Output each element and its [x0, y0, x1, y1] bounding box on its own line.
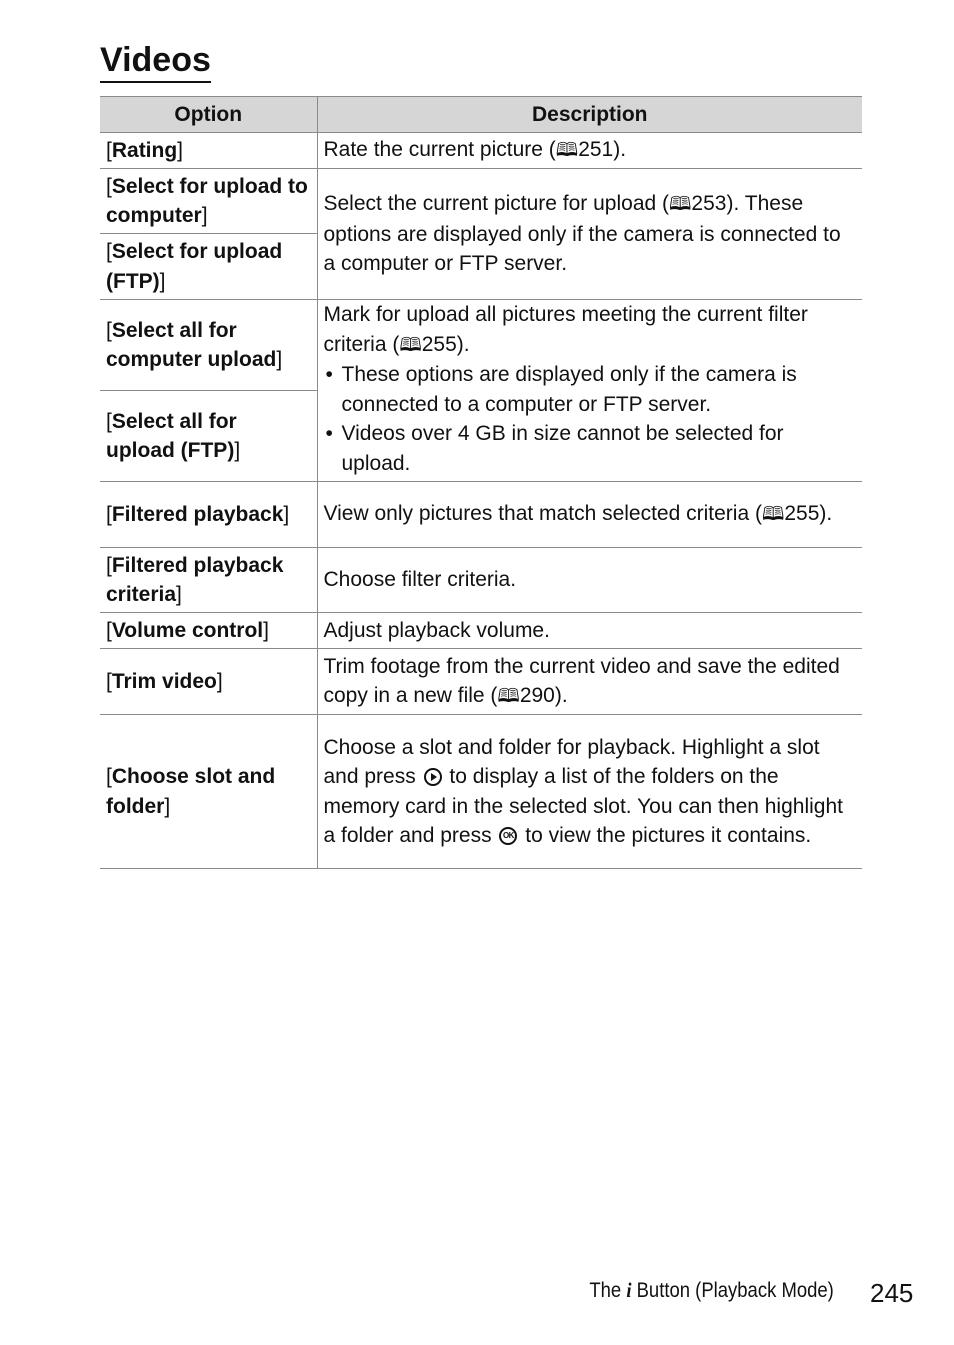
option-rating: Rating: [111, 138, 178, 162]
option-cell: [Choose slot and folder]: [100, 715, 317, 869]
option-choose-slot-folder: Choose slot and folder: [106, 765, 276, 818]
description-cell: Adjust playback volume.: [317, 613, 862, 649]
option-cell: [Trim video]: [100, 649, 317, 715]
option-cell: [Select all for computer upload]: [100, 300, 317, 391]
description-intro: Mark for upload all pictures meeting the current filter criteria (🕮255).: [324, 300, 857, 360]
option-filtered-criteria: Filtered playback criteria: [106, 553, 284, 606]
table-row: [100, 613, 862, 649]
table-header-row: [100, 97, 862, 133]
option-filtered-playback: Filtered playback: [111, 502, 284, 526]
running-footer: The i Button (Playback Mode): [589, 1278, 834, 1302]
table-row: [100, 482, 862, 548]
option-select-all-ftp: Select all for upload (FTP): [106, 409, 237, 462]
option-cell: [Select for upload (FTP)]: [100, 234, 317, 300]
description-cell: [317, 300, 862, 482]
table-row: [100, 169, 862, 234]
header-description: Description: [317, 97, 862, 133]
option-trim-video: Trim video: [111, 669, 217, 693]
description-cell: View only pictures that match selected criteria (🕮255).: [317, 482, 862, 548]
reference-book-icon: 🕮: [555, 140, 579, 162]
description-cell: Choose filter criteria.: [317, 548, 862, 613]
bullet-item: • Videos over 4 GB in size cannot be selected for upload.: [324, 419, 857, 478]
reference-book-icon: 🕮: [761, 504, 785, 526]
description-cell: Rate the current picture (🕮251).: [317, 133, 862, 169]
description-cell: Select the current picture for upload (🕮253). These options are displayed only if the camera is connected to a computer or FTP server.: [317, 169, 862, 300]
bullet-item: • These options are displayed only if the camera is connected to a computer or FTP server.: [324, 360, 857, 419]
ok-button-icon: [499, 827, 517, 845]
table-row: [100, 548, 862, 613]
page-title: Videos: [100, 40, 211, 83]
table-row: [100, 300, 862, 391]
option-select-all-computer: Select all for computer upload: [106, 318, 277, 371]
reference-book-icon: 🕮: [669, 194, 692, 216]
option-cell: [Filtered playback criteria]: [100, 548, 317, 613]
i-button-icon: i: [626, 1278, 632, 1302]
option-select-upload-ftp: Select for upload (FTP): [106, 240, 283, 293]
page-number: 245: [870, 1278, 914, 1308]
table-row: [100, 649, 862, 715]
options-table: [100, 96, 862, 869]
option-cell: [Select all for upload (FTP)]: [100, 391, 317, 482]
option-volume-control: Volume control: [111, 618, 264, 642]
option-select-upload-computer: Select for upload to computer: [106, 174, 308, 227]
option-cell: [Select for upload to computer]: [100, 169, 317, 234]
option-cell: [Volume control]: [100, 613, 317, 649]
description-cell: Choose a slot and folder for playback. Highlight a slot and press to display a list of the folders on the memory card in the selected slot. You can then highlight a folder and press OK to view the pictures it contains.: [317, 715, 862, 869]
description-cell: Trim footage from the current video and save the edited copy in a new file (🕮290).: [317, 649, 862, 715]
reference-book-icon: 🕮: [497, 686, 520, 707]
multi-selector-right-icon: [424, 768, 442, 786]
bullet-list: [324, 360, 857, 478]
option-cell: [Filtered playback]: [100, 482, 317, 548]
table-row: [100, 133, 862, 169]
reference-book-icon: 🕮: [399, 334, 422, 356]
table-row: [100, 715, 862, 869]
option-cell: [Rating]: [100, 133, 317, 169]
header-option: Option: [100, 97, 317, 133]
